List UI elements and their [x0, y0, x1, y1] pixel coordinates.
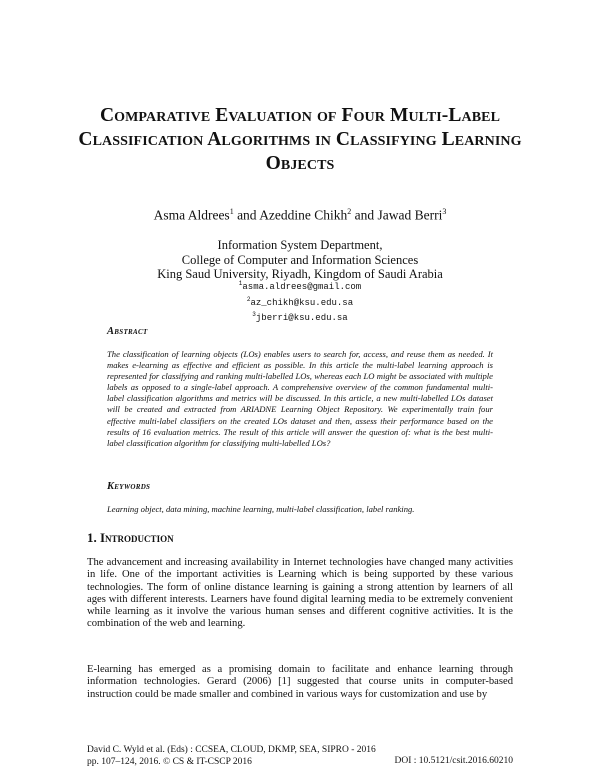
author-name: Jawad Berri: [377, 207, 443, 223]
author-name: Azeddine Chikh: [259, 207, 348, 223]
email-address[interactable]: az_chikh@ksu.edu.sa: [250, 297, 354, 308]
email-superscript: 3: [252, 311, 256, 318]
section-heading-introduction: 1. Introduction: [87, 530, 174, 545]
keywords-heading: Keywords: [107, 481, 151, 492]
affiliation: [0, 238, 600, 282]
author-superscript: 2: [347, 207, 352, 216]
email-item[interactable]: [0, 309, 600, 325]
author-name: Asma Aldrees: [153, 207, 230, 223]
keywords-text: Learning object, data mining, machine learning, multi-label classification, label ranking.: [107, 504, 415, 514]
footer-line: David C. Wyld et al. (Eds) : CCSEA, CLOUD, DKMP, SEA, SIPRO - 2016: [87, 745, 376, 755]
author-superscript: 3: [442, 207, 447, 216]
body-paragraph: E-learning has emerged as a promising domain to facilitate and enhance learning through information technologies. Gerard (2006) [1] suggested that course units in computer-based instruction could be made smaller and combined in various ways for customization and use by: [87, 664, 513, 700]
affiliation-line: King Saud University, Riyadh, Kingdom of Saudi Arabia: [157, 267, 443, 281]
footer-line: pp. 107–124, 2016. © CS & IT-CSCP 2016: [87, 757, 252, 767]
affiliation-line: College of Computer and Information Sciences: [181, 252, 419, 267]
email-superscript: 2: [246, 295, 251, 303]
email-item[interactable]: [0, 294, 600, 310]
email-list: [0, 278, 600, 325]
paper-title: Comparative Evaluation of Four Multi-Label Classification Algorithms in Classifying Learning Objects: [78, 105, 522, 174]
email-superscript: 1: [238, 280, 243, 287]
email-address[interactable]: asma.aldrees@gmail.com: [242, 282, 362, 292]
footer-doi[interactable]: DOI : 10.5121/csit.2016.60210: [394, 756, 513, 766]
email-item[interactable]: [0, 278, 600, 294]
body-paragraph: The advancement and increasing availability in Internet technologies have changed many activities in life. One of the important activities is Learning which is being supported by these various technologies. The form of online distance learning is gaining a strong attention by learners of all ages with different interests. Learners have found digital learning media to be extremely convenient while learning as it involve the various human senses and different cognitive activities. It is the combination of the web and learning.: [87, 557, 513, 630]
author-list: [0, 207, 600, 224]
author-separator: and: [351, 207, 378, 223]
footer-citation: [87, 744, 376, 768]
author-separator: and: [233, 207, 260, 223]
affiliation-line: Information System Department,: [217, 238, 383, 252]
author-superscript: 1: [229, 207, 234, 216]
abstract-text: The classification of learning objects (LOs) enables users to search for, access, and reuse them as needed. It makes e-learning as effective and efficient as possible. In this article the multi-label learning approach is represented for classifying and ranking multi-labelled LOs, whereas each LO might be associated with multiple labels as opposed to a single-label approach. A comprehensive overview of the common fundamental multi-label classification algorithms and metrics will be discussed. In this article, a new multi-labelled LOs dataset will be created and extracted from ARIADNE Learning Object Repository. We experimentally train four effective multi-label classifiers on the created LOs dataset and then, assess their performance based on the results of 16 evaluation metrics. The result of this article will answer the question of: what is the best multi-label classification algorithm for classifying multi-labelled LOs?: [107, 349, 493, 448]
email-address[interactable]: jberri@ksu.edu.sa: [255, 313, 348, 323]
abstract-heading: Abstract: [107, 326, 148, 337]
